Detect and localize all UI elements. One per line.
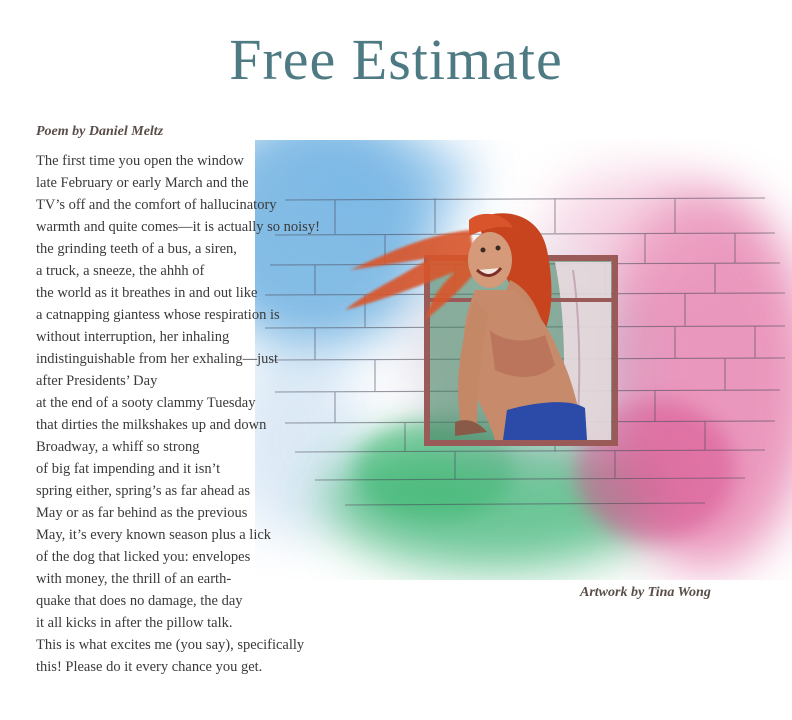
poem-line: TV’s off and the comfort of hallucinatory <box>36 197 277 213</box>
poem-line: after Presidents’ Day <box>36 373 158 389</box>
artwork-illustration <box>255 140 792 580</box>
poem-line: This is what excites me (you say), specifically <box>36 637 305 653</box>
author-credit: Poem by Daniel Meltz <box>36 124 164 139</box>
poem-line: quake that does no damage, the day <box>36 593 243 609</box>
poem-line: of the dog that licked you: envelopes <box>36 549 251 565</box>
poem-line: indistinguishable from her exhaling—just <box>36 351 279 367</box>
poem-line: without interruption, her inhaling <box>36 329 230 345</box>
poem-line: warmth and quite comes—it is actually so noisy! <box>36 219 320 235</box>
poem-line: The first time you open the window <box>36 153 244 169</box>
poem-line: that dirties the milkshakes up and down <box>36 417 267 433</box>
poem-line: the grinding teeth of a bus, a siren, <box>36 241 237 257</box>
poem-line: May, it’s every known season plus a lick <box>36 527 272 543</box>
poem-line: this! Please do it every chance you get. <box>36 659 263 675</box>
poem-line: at the end of a sooty clammy Tuesday <box>36 395 256 411</box>
poem-line: a catnapping giantess whose respiration is <box>36 307 280 323</box>
poem-line: May or as far behind as the previous <box>36 505 248 521</box>
page-title: Free Estimate <box>229 27 563 92</box>
poem-line: it all kicks in after the pillow talk. <box>36 615 233 631</box>
poem-line: of big fat impending and it isn’t <box>36 461 221 477</box>
artist-credit: Artwork by Tina Wong <box>580 585 711 600</box>
poem-line: a truck, a sneeze, the ahhh of <box>36 263 205 279</box>
poem-line: the world as it breathes in and out like <box>36 285 258 301</box>
poem-line: with money, the thrill of an earth- <box>36 571 232 587</box>
poem-text <box>36 150 320 678</box>
poem-line: Broadway, a whiff so strong <box>36 439 200 455</box>
poem-line: spring either, spring’s as far ahead as <box>36 483 251 499</box>
poem-line: late February or early March and the <box>36 175 249 191</box>
